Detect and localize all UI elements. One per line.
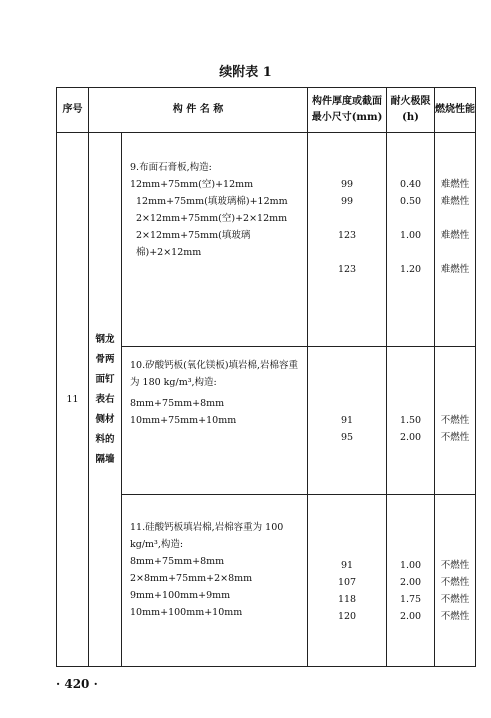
header-row <box>57 88 476 133</box>
row-limit: 2.00 <box>399 432 422 443</box>
fire-resistance-table <box>56 87 476 667</box>
row-limit: 0.50 <box>399 196 422 207</box>
header-name: 构 件 名 称 <box>89 88 308 133</box>
row-size: 91 <box>340 415 354 426</box>
row-limit: 1.50 <box>399 415 422 426</box>
row-size: 99 <box>340 179 354 190</box>
row-text: 9mm+100mm+9mm <box>130 590 231 601</box>
section-heading: 9.布面石膏板,构造: <box>130 162 212 173</box>
row-text: 2×8mm+75mm+2×8mm <box>130 573 253 584</box>
row-text: 8mm+75mm+8mm <box>130 398 225 409</box>
row-limit: 1.75 <box>399 594 422 605</box>
row-burn: 不燃性 <box>440 415 470 426</box>
row-size: 95 <box>340 432 354 443</box>
row-size: 99 <box>340 196 354 207</box>
section-9-burn <box>435 133 476 347</box>
row-text: 10mm+75mm+10mm <box>130 415 237 426</box>
row-size: 91 <box>340 560 354 571</box>
row-burn: 不燃性 <box>440 432 470 443</box>
header-limit: 耐火极限(h) <box>387 88 435 133</box>
row-limit: 0.40 <box>399 179 422 190</box>
row-burn: 不燃性 <box>440 594 470 605</box>
header-size: 构件厚度或截面最小尺寸(mm) <box>308 88 387 133</box>
row-size: 123 <box>337 264 357 275</box>
section-heading: 11.硅酸钙板填岩棉,岩棉容重为 100 kg/m³,构造: <box>130 522 284 550</box>
section-9-sizes <box>308 133 387 347</box>
row-text: 8mm+75mm+8mm <box>130 556 225 567</box>
header-burn: 燃烧性能 <box>435 88 476 133</box>
header-seq: 序号 <box>57 88 89 133</box>
component-type-text: 钢龙骨两面钉表右侧材料的隔墙 <box>95 333 115 465</box>
section-10-limits <box>387 347 435 495</box>
section-11-burn <box>435 495 476 667</box>
row-size: 123 <box>337 230 357 241</box>
section-11-sizes <box>308 495 387 667</box>
row-burn: 难燃性 <box>440 264 470 275</box>
section-10-name <box>122 347 308 495</box>
row-burn: 难燃性 <box>440 179 470 190</box>
row-burn: 不燃性 <box>440 560 470 571</box>
row-size: 120 <box>337 611 357 622</box>
row-text: 2×12mm+75mm(空)+2×12mm <box>136 213 288 224</box>
section-9-limits <box>387 133 435 347</box>
row-burn: 不燃性 <box>440 611 470 622</box>
row-limit: 2.00 <box>399 577 422 588</box>
section-10-sizes <box>308 347 387 495</box>
row-limit: 1.00 <box>399 560 422 571</box>
section-9-name <box>122 133 308 347</box>
row-text: 10mm+100mm+10mm <box>130 607 243 618</box>
table-title: 续附表 1 <box>219 65 272 80</box>
section-11-name <box>122 495 308 667</box>
row-text: 12mm+75mm(填玻璃棉)+12mm <box>136 196 288 207</box>
section-11-limits <box>387 495 435 667</box>
table-row <box>57 133 476 347</box>
row-size: 118 <box>337 594 357 605</box>
section-heading: 10.矽酸钙板(氧化镁板)填岩棉,岩棉容重为 180 kg/m³,构造: <box>130 360 299 388</box>
row-text: 2×12mm+75mm(填玻璃棉)+2×12mm <box>136 230 251 258</box>
row-limit: 2.00 <box>399 611 422 622</box>
row-burn: 难燃性 <box>440 196 470 207</box>
page-number: · 420 · <box>56 677 98 691</box>
component-type <box>89 133 122 667</box>
section-10-burn <box>435 347 476 495</box>
row-limit: 1.20 <box>399 264 422 275</box>
seq-number: 11 <box>57 133 89 667</box>
row-size: 107 <box>337 577 357 588</box>
row-text: 12mm+75mm(空)+12mm <box>130 179 254 190</box>
row-burn: 难燃性 <box>440 230 470 241</box>
row-burn: 不燃性 <box>440 577 470 588</box>
row-limit: 1.00 <box>399 230 422 241</box>
